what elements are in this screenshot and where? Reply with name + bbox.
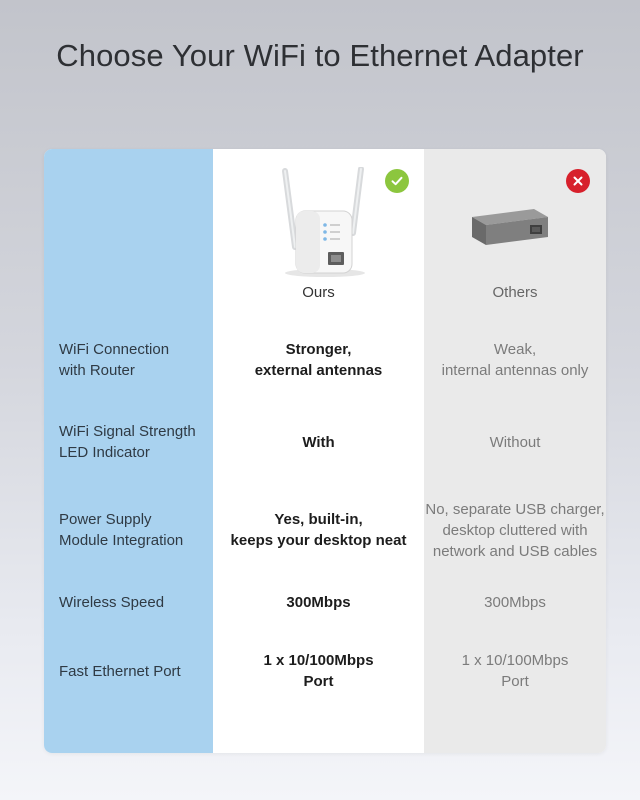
others-column-label: Others: [492, 284, 538, 301]
adapter-product-image: [470, 207, 550, 256]
router-product-image: [261, 167, 371, 284]
ours-cell-power-supply: Yes, built-in, keeps your desktop neat: [230, 511, 407, 549]
feature-cell-wireless-speed: Wireless Speed: [59, 593, 165, 611]
feature-cell-led-indicator: WiFi Signal Strength LED Indicator: [59, 423, 196, 461]
ours-cell-wireless-speed: 300Mbps: [286, 593, 351, 611]
others-cell-led-indicator: Without: [489, 433, 541, 451]
others-cell-power-supply: No, separate USB charger, desktop cluttered with network and USB cables: [425, 500, 605, 560]
ours-cell-led-indicator: With: [302, 433, 335, 451]
others-cell-wifi-connection: Weak, internal antennas only: [441, 341, 589, 379]
comparison-table: [44, 149, 606, 753]
ours-column-label: Ours: [302, 284, 335, 301]
ours-cell-ethernet-port: 1 x 10/100Mbps Port: [263, 652, 374, 690]
others-column: [424, 149, 606, 753]
check-icon: [385, 169, 409, 193]
feature-cell-ethernet-port: Fast Ethernet Port: [59, 662, 181, 680]
feature-cell-power-supply: Power Supply Module Integration: [59, 511, 184, 549]
others-cell-wireless-speed: 300Mbps: [484, 593, 546, 611]
ours-cell-wifi-connection: Stronger, external antennas: [254, 341, 383, 379]
ours-column: [213, 149, 424, 753]
feature-column: [44, 149, 213, 753]
others-cell-ethernet-port: 1 x 10/100Mbps Port: [461, 652, 569, 690]
feature-cell-wifi-connection: WiFi Connection with Router: [59, 341, 170, 379]
x-icon: [566, 169, 590, 193]
page-title: Choose Your WiFi to Ethernet Adapter: [56, 38, 584, 73]
